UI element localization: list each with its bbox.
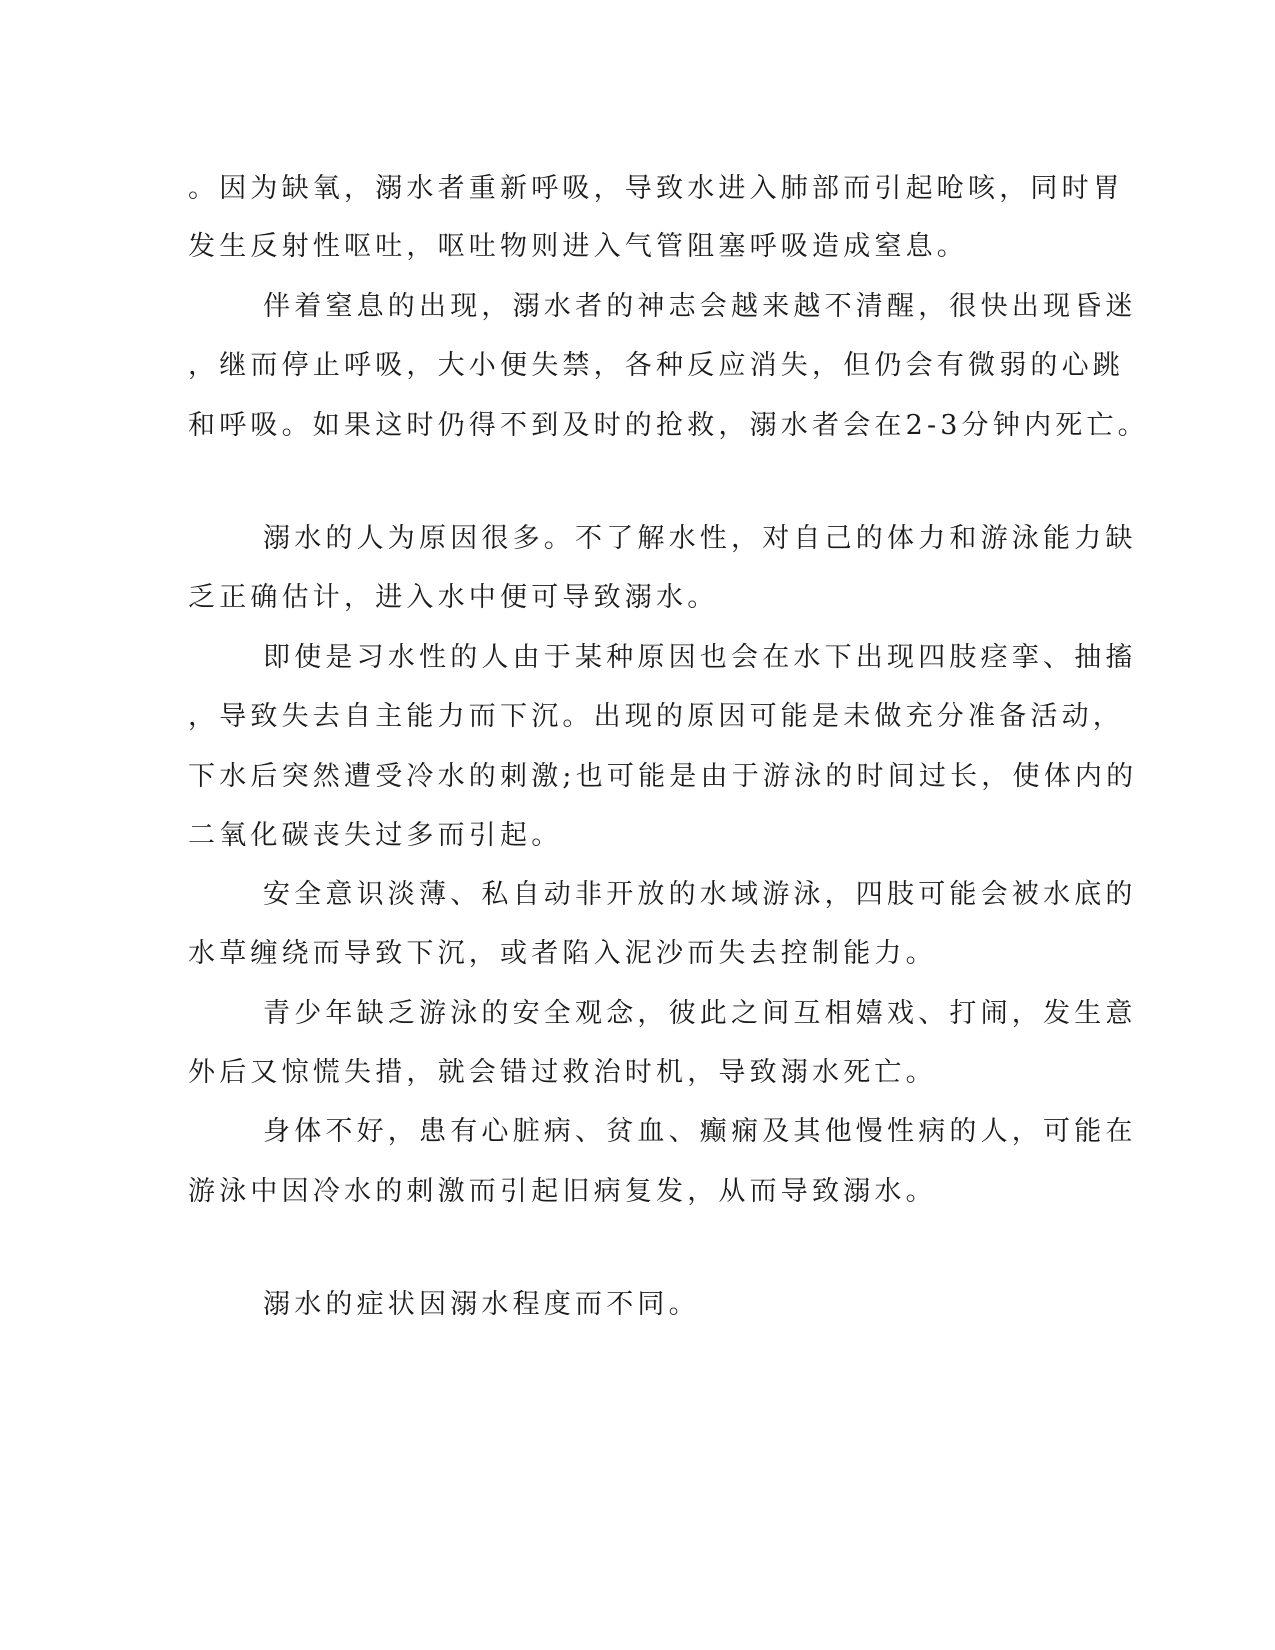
text-line: 安全意识淡薄、私自动非开放的水域游泳，四肢可能会被水底的 — [263, 879, 1137, 910]
text-line: 发生反射性呕吐，呕吐物则进入气管阻塞呼吸造成窒息。 — [188, 231, 968, 262]
text-line: 和呼吸。如果这时仍得不到及时的抢救，溺水者会在2-3分钟内死亡。 — [188, 410, 1149, 441]
text-line: 下水后突然遭受冷水的刺激;也可能是由于游泳的时间过长，使体内的 — [188, 761, 1138, 792]
text-line: 水草缠绕而导致下沉，或者陷入泥沙而失去控制能力。 — [188, 938, 937, 969]
text-line: ，导致失去自主能力而下沉。出现的原因可能是未做充分准备活动， — [188, 701, 1124, 732]
text-line: 溺水的症状因溺水程度而不同。 — [263, 1289, 700, 1320]
text-line: 青少年缺乏游泳的安全观念，彼此之间互相嬉戏、打闹，发生意 — [263, 998, 1137, 1029]
text-line: 。因为缺氧，溺水者重新呼吸，导致水进入肺部而引起呛咳，同时胃 — [188, 173, 1124, 204]
text-line: 游泳中因冷水的刺激而引起旧病复发，从而导致溺水。 — [188, 1176, 937, 1207]
text-line: 外后又惊慌失措，就会错过救治时机，导致溺水死亡。 — [188, 1057, 937, 1088]
text-line: 伴着窒息的出现，溺水者的神志会越来越不清醒，很快出现昏迷 — [263, 291, 1137, 322]
text-line: 二氧化碳丧失过多而引起。 — [188, 820, 563, 851]
text-line: 乏正确估计，进入水中便可导致溺水。 — [188, 582, 719, 613]
text-line: 即使是习水性的人由于某种原因也会在水下出现四肢痉挛、抽搐 — [263, 642, 1137, 673]
text-line: 溺水的人为原因很多。不了解水性，对自己的体力和游泳能力缺 — [263, 523, 1137, 554]
text-line: ，继而停止呼吸，大小便失禁，各种反应消失，但仍会有微弱的心跳 — [188, 350, 1124, 381]
text-line: 身体不好，患有心脏病、贫血、癫痫及其他慢性病的人，可能在 — [263, 1116, 1137, 1147]
